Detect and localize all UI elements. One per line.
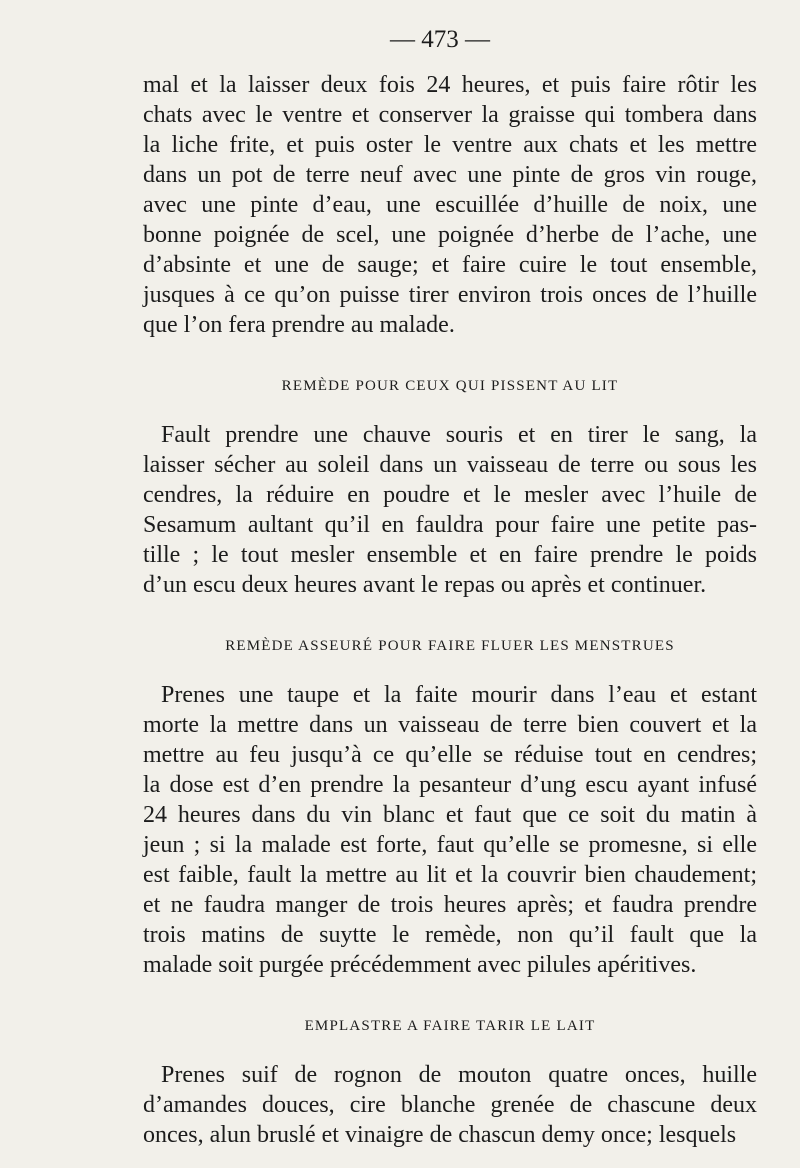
text-line: la dose est d’en prendre la pesanteur d’ung escu ayant infusé bbox=[143, 772, 757, 798]
text-line: avec une pinte d’eau, une escuillée d’huille de noix, une bbox=[143, 192, 757, 218]
text-line: d’amandes douces, cire blanche grenée de chascune deux bbox=[143, 1092, 757, 1118]
text-line: que l’on fera prendre au malade. bbox=[143, 312, 455, 338]
text-line: bonne poignée de scel, une poignée d’herbe de l’ache, une bbox=[143, 222, 757, 248]
section-heading: EMPLASTRE A FAIRE TARIR LE LAIT bbox=[304, 1018, 596, 1034]
text-section bbox=[143, 70, 757, 340]
text-line: d’absinte et une de sauge; et faire cuire le tout ensemble, bbox=[143, 252, 757, 278]
text-section bbox=[143, 376, 757, 600]
text-line: mettre au feu jusqu’à ce qu’elle se réduise tout en cendres; bbox=[143, 742, 757, 768]
text-line: malade soit purgée précédemment avec pilules apéritives. bbox=[143, 952, 697, 978]
body-text bbox=[143, 70, 757, 1150]
text-line: jusques à ce qu’on puisse tirer environ trois onces de l’huille bbox=[143, 282, 757, 308]
text-line: Fault prendre une chauve souris et en tirer le sang, la bbox=[161, 422, 757, 448]
text-line: onces, alun bruslé et vinaigre de chascun demy once; lesquels bbox=[143, 1122, 737, 1148]
section-heading: REMÈDE POUR CEUX QUI PISSENT AU LIT bbox=[281, 378, 619, 394]
text-line: Prenes une taupe et la faite mourir dans l’eau et estant bbox=[161, 682, 757, 708]
text-line: et ne faudra manger de trois heures après; et faudra prendre bbox=[143, 892, 757, 918]
text-line: Sesamum aultant qu’il en fauldra pour faire une petite pas- bbox=[143, 512, 757, 538]
text-line: cendres, la réduire en poudre et le mesler avec l’huile de bbox=[143, 482, 757, 508]
section-heading: REMÈDE ASSEURÉ POUR FAIRE FLUER LES MENSTRUES bbox=[225, 638, 675, 654]
text-line: morte la mettre dans un vaisseau de terre bien couvert et la bbox=[143, 712, 757, 738]
text-line: est faible, fault la mettre au lit et la couvrir bien chaudement; bbox=[143, 862, 757, 888]
text-line: la liche frite, et puis oster le ventre aux chats et les mettre bbox=[143, 132, 757, 158]
text-line: laisser sécher au soleil dans un vaisseau de terre ou sous les bbox=[143, 452, 757, 478]
text-line: 24 heures dans du vin blanc et faut que ce soit du matin à bbox=[143, 802, 757, 828]
text-line: trois matins de suytte le remède, non qu’il fault que la bbox=[143, 922, 757, 948]
text-line: dans un pot de terre neuf avec une pinte de gros vin rouge, bbox=[143, 162, 757, 188]
text-line: chats avec le ventre et conserver la graisse qui tombera dans bbox=[143, 102, 757, 128]
text-line: Prenes suif de rognon de mouton quatre onces, huille bbox=[161, 1062, 757, 1088]
text-line: jeun ; si la malade est forte, faut qu’elle se promesne, si elle bbox=[143, 832, 757, 858]
text-section bbox=[143, 636, 757, 980]
text-line: tille ; le tout mesler ensemble et en faire prendre le poids bbox=[143, 542, 757, 568]
text-line: mal et la laisser deux fois 24 heures, et puis faire rôtir les bbox=[143, 72, 757, 98]
page-number: — 473 — bbox=[390, 26, 490, 53]
text-line: d’un escu deux heures avant le repas ou après et continuer. bbox=[143, 572, 707, 598]
text-section bbox=[143, 1016, 757, 1150]
